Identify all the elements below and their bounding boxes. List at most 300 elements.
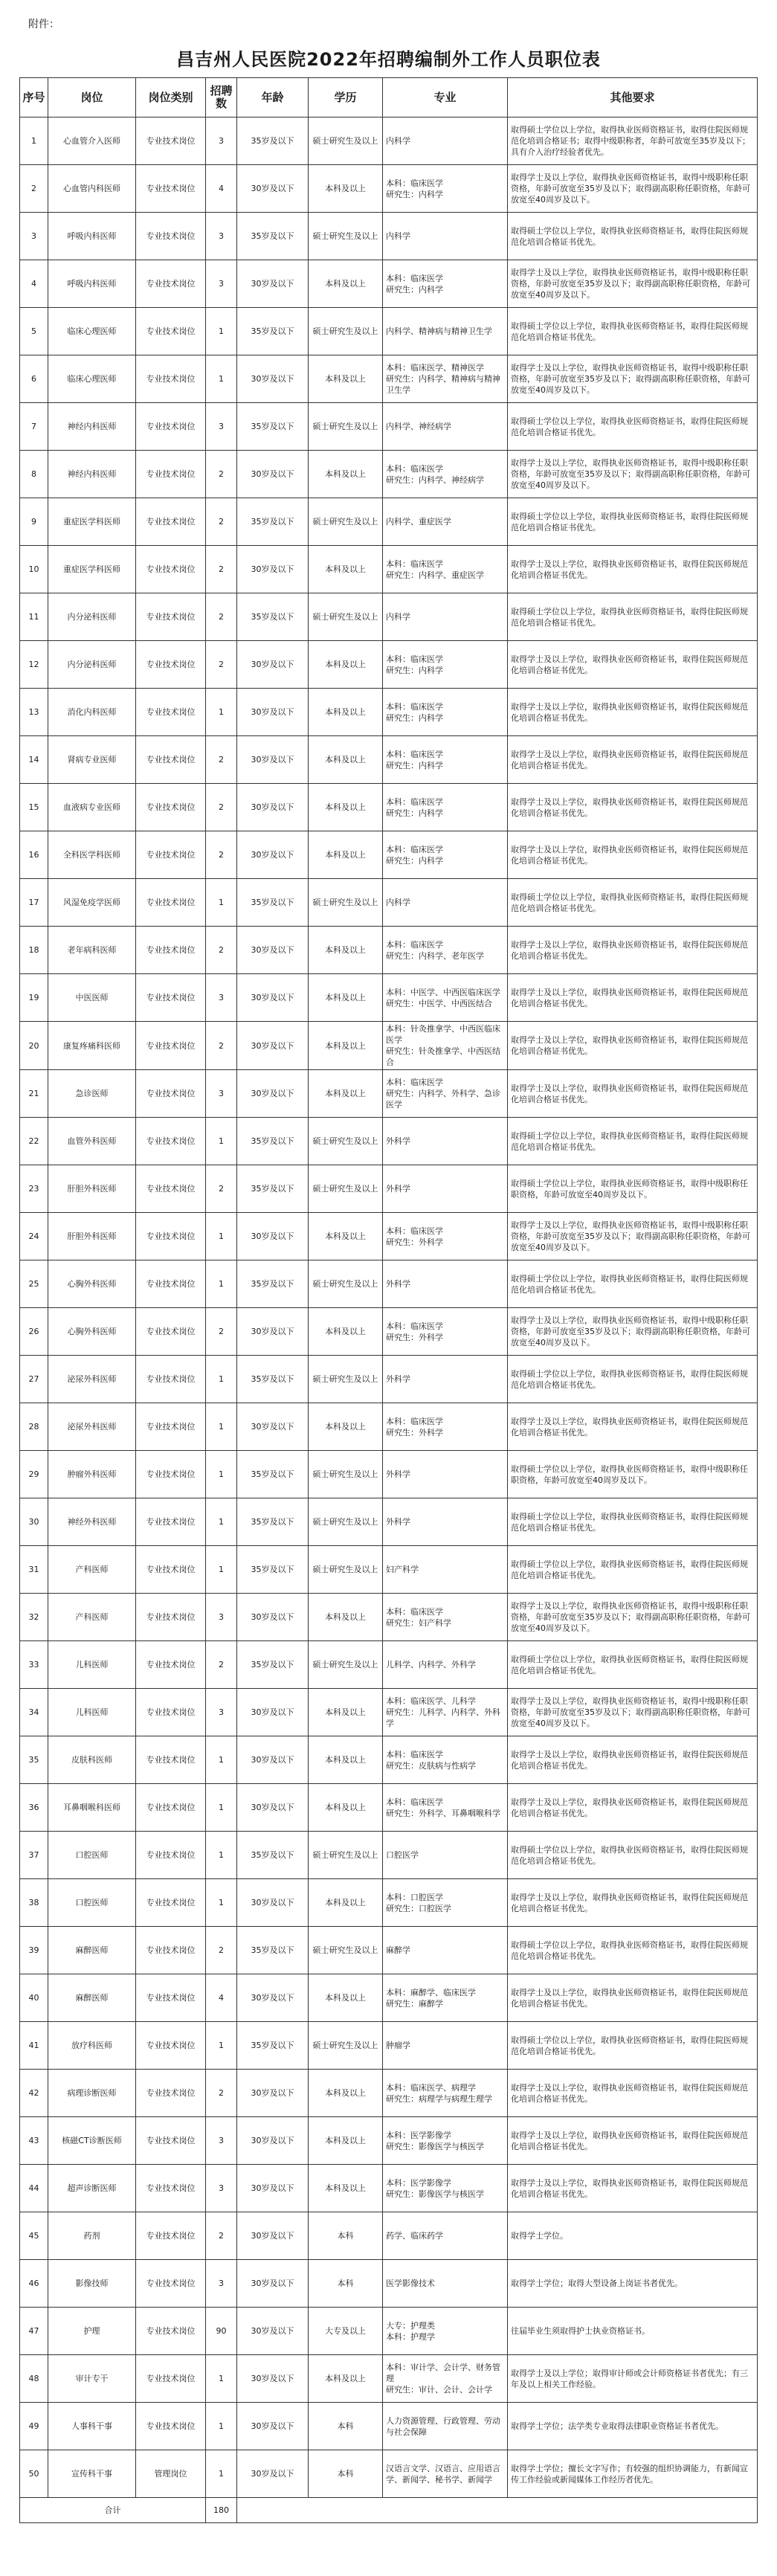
cell-major: 本科：审计学、会计学、财务管理 研究生：审计、会计、会计学 xyxy=(383,2355,508,2403)
table-row xyxy=(20,165,758,213)
cell-category: 专业技术岗位 xyxy=(136,451,206,498)
table-row xyxy=(20,403,758,451)
cell-index: 45 xyxy=(20,2212,48,2260)
cell-age: 30岁及以下 xyxy=(237,1689,309,1736)
cell-index: 18 xyxy=(20,927,48,974)
cell-age: 35岁及以下 xyxy=(237,1451,309,1498)
cell-age: 35岁及以下 xyxy=(237,1498,309,1546)
cell-education: 本科及以上 xyxy=(309,1736,383,1784)
cell-education: 本科及以上 xyxy=(309,736,383,784)
cell-requirements: 取得学士及以上学位，取得执业医师资格证书，取得住院医师规范化培训合格证书优先。 xyxy=(508,1736,758,1784)
cell-index: 47 xyxy=(20,2308,48,2355)
cell-index: 13 xyxy=(20,689,48,736)
cell-major: 妇产科学 xyxy=(383,1546,508,1594)
cell-category: 专业技术岗位 xyxy=(136,2165,206,2212)
cell-major: 本科：临床医学 研究生：外科学 xyxy=(383,1213,508,1260)
cell-requirements: 取得硕士学位以上学位，取得执业医师资格证书，取得住院医师规范化培训合格证书优先。 xyxy=(508,593,758,641)
cell-position: 口腔医师 xyxy=(48,1879,136,1927)
table-row xyxy=(20,784,758,831)
table-row xyxy=(20,1689,758,1736)
cell-education: 本科及以上 xyxy=(309,1308,383,1356)
cell-category: 专业技术岗位 xyxy=(136,1022,206,1070)
cell-education: 硕士研究生及以上 xyxy=(309,879,383,927)
cell-count: 3 xyxy=(206,2117,237,2165)
cell-requirements: 取得硕士学位以上学位，取得执业医师资格证书，取得住院医师规范化培训合格证书优先。 xyxy=(508,1832,758,1879)
cell-position: 心胸外科医师 xyxy=(48,1260,136,1308)
cell-age: 30岁及以下 xyxy=(237,2403,309,2450)
cell-index: 7 xyxy=(20,403,48,451)
cell-major: 本科：临床医学 研究生：内科学 xyxy=(383,689,508,736)
cell-age: 30岁及以下 xyxy=(237,2450,309,2498)
cell-count: 1 xyxy=(206,1403,237,1451)
cell-education: 本科及以上 xyxy=(309,689,383,736)
cell-major: 本科：口腔医学 研究生：口腔医学 xyxy=(383,1879,508,1927)
cell-position: 血液病专业医师 xyxy=(48,784,136,831)
cell-education: 本科及以上 xyxy=(309,831,383,879)
cell-age: 35岁及以下 xyxy=(237,1118,309,1165)
cell-count: 2 xyxy=(206,546,237,593)
cell-count: 90 xyxy=(206,2308,237,2355)
cell-count: 1 xyxy=(206,308,237,355)
cell-requirements: 取得学士及以上学位，取得执业医师资格证书，取得住院医师规范化培训合格证书优先。 xyxy=(508,1784,758,1832)
cell-requirements: 取得学士及以上学位；取得审计师或会计师资格证书者优先；有三年及以上相关工作经验。 xyxy=(508,2355,758,2403)
cell-count: 2 xyxy=(206,1022,237,1070)
cell-major: 本科：临床医学 研究生：内科学 xyxy=(383,165,508,213)
cell-count: 2 xyxy=(206,736,237,784)
cell-age: 30岁及以下 xyxy=(237,784,309,831)
table-row xyxy=(20,1736,758,1784)
cell-position: 呼吸内科医师 xyxy=(48,213,136,260)
cell-count: 3 xyxy=(206,1070,237,1118)
cell-index: 40 xyxy=(20,1974,48,2022)
cell-category: 专业技术岗位 xyxy=(136,498,206,546)
cell-education: 本科及以上 xyxy=(309,546,383,593)
cell-count: 1 xyxy=(206,1118,237,1165)
cell-position: 泌尿外科医师 xyxy=(48,1403,136,1451)
table-row xyxy=(20,2308,758,2355)
cell-position: 神经内科医师 xyxy=(48,451,136,498)
cell-position: 心血管内科医师 xyxy=(48,165,136,213)
cell-count: 1 xyxy=(206,1784,237,1832)
cell-count: 2 xyxy=(206,1927,237,1974)
cell-category: 专业技术岗位 xyxy=(136,1403,206,1451)
cell-major: 本科：麻醉学、临床医学 研究生：麻醉学 xyxy=(383,1974,508,2022)
cell-requirements: 取得学士及以上学位，取得执业医师资格证书，取得住院医师规范化培训合格证书优先。 xyxy=(508,546,758,593)
cell-position: 儿科医师 xyxy=(48,1641,136,1689)
cell-position: 心胸外科医师 xyxy=(48,1308,136,1356)
cell-position: 呼吸内科医师 xyxy=(48,260,136,308)
cell-category: 专业技术岗位 xyxy=(136,165,206,213)
cell-position: 风湿免疫学医师 xyxy=(48,879,136,927)
cell-requirements: 取得学士及以上学位，取得执业医师资格证书，取得中级职称任职资格，年龄可放宽至35岁及以下；取得副高职称任职资格，年龄可放宽至40周岁及以下。 xyxy=(508,451,758,498)
cell-position: 人事科干事 xyxy=(48,2403,136,2450)
cell-position: 影像技师 xyxy=(48,2260,136,2308)
cell-count: 3 xyxy=(206,260,237,308)
cell-index: 19 xyxy=(20,974,48,1022)
table-row xyxy=(20,1165,758,1213)
cell-education: 本科 xyxy=(309,2450,383,2498)
cell-age: 30岁及以下 xyxy=(237,2117,309,2165)
total-label: 合计 xyxy=(20,2498,206,2523)
cell-count: 1 xyxy=(206,2450,237,2498)
cell-requirements: 取得学士及以上学位，取得执业医师资格证书，取得住院医师规范化培训合格证书优先。 xyxy=(508,1403,758,1451)
cell-education: 硕士研究生及以上 xyxy=(309,498,383,546)
cell-count: 2 xyxy=(206,927,237,974)
cell-age: 35岁及以下 xyxy=(237,879,309,927)
cell-education: 本科及以上 xyxy=(309,355,383,403)
cell-count: 1 xyxy=(206,1260,237,1308)
cell-major: 本科：临床医学 研究生：外科学 xyxy=(383,1308,508,1356)
cell-requirements: 取得学士及以上学位，取得执业医师资格证书，取得中级职称任职资格，年龄可放宽至35岁及以下；取得副高职称任职资格，年龄可放宽至40周岁及以下。 xyxy=(508,1213,758,1260)
cell-category: 专业技术岗位 xyxy=(136,1308,206,1356)
cell-age: 30岁及以下 xyxy=(237,546,309,593)
cell-position: 麻醉医师 xyxy=(48,1927,136,1974)
cell-requirements: 取得硕士学位以上学位，取得执业医师资格证书，取得住院医师规范化培训合格证书优先。 xyxy=(508,308,758,355)
cell-age: 30岁及以下 xyxy=(237,641,309,689)
cell-major: 本科：临床医学 研究生：皮肤病与性病学 xyxy=(383,1736,508,1784)
cell-position: 口腔医师 xyxy=(48,1832,136,1879)
cell-major: 麻醉学 xyxy=(383,1927,508,1974)
cell-major: 本科：临床医学 研究生：内科学、老年医学 xyxy=(383,927,508,974)
cell-count: 1 xyxy=(206,1832,237,1879)
cell-category: 专业技术岗位 xyxy=(136,2212,206,2260)
cell-requirements: 取得学士及以上学位，取得执业医师资格证书，取得住院医师规范化培训合格证书优先。 xyxy=(508,736,758,784)
cell-education: 硕士研究生及以上 xyxy=(309,1451,383,1498)
cell-major: 本科：临床医学 研究生：内科学、外科学、急诊医学 xyxy=(383,1070,508,1118)
table-row xyxy=(20,1260,758,1308)
cell-education: 本科及以上 xyxy=(309,1403,383,1451)
table-row xyxy=(20,2070,758,2117)
cell-category: 专业技术岗位 xyxy=(136,1832,206,1879)
cell-age: 30岁及以下 xyxy=(237,736,309,784)
cell-age: 35岁及以下 xyxy=(237,1641,309,1689)
cell-index: 10 xyxy=(20,546,48,593)
header-major: 专业 xyxy=(383,78,508,117)
cell-major: 本科：临床医学、儿科学 研究生：儿科学、内科学、外科学 xyxy=(383,1689,508,1736)
cell-position: 全科医学科医师 xyxy=(48,831,136,879)
header-position: 岗位 xyxy=(48,78,136,117)
cell-position: 麻醉医师 xyxy=(48,1974,136,2022)
cell-education: 本科 xyxy=(309,2212,383,2260)
cell-category: 专业技术岗位 xyxy=(136,927,206,974)
cell-requirements: 取得学士学位；擅长文字写作；有较强的组织协调能力，有新闻宣传工作经验或新闻媒体工作经历者优先。 xyxy=(508,2450,758,2498)
cell-position: 肾病专业医师 xyxy=(48,736,136,784)
cell-education: 本科 xyxy=(309,2260,383,2308)
table-row xyxy=(20,1832,758,1879)
cell-count: 4 xyxy=(206,1974,237,2022)
cell-age: 30岁及以下 xyxy=(237,1022,309,1070)
cell-index: 9 xyxy=(20,498,48,546)
cell-count: 3 xyxy=(206,117,237,165)
header-age: 年龄 xyxy=(237,78,309,117)
cell-age: 35岁及以下 xyxy=(237,403,309,451)
cell-major: 外科学 xyxy=(383,1165,508,1213)
table-row xyxy=(20,498,758,546)
attachment-label: 附件： xyxy=(28,19,59,30)
cell-major: 本科：医学影像学 研究生：影像医学与核医学 xyxy=(383,2165,508,2212)
table-row xyxy=(20,2022,758,2070)
cell-education: 本科及以上 xyxy=(309,2117,383,2165)
table-row xyxy=(20,1974,758,2022)
cell-education: 硕士研究生及以上 xyxy=(309,2022,383,2070)
cell-position: 泌尿外科医师 xyxy=(48,1356,136,1403)
cell-category: 专业技术岗位 xyxy=(136,1784,206,1832)
cell-major: 本科：临床医学 研究生：内科学 xyxy=(383,260,508,308)
table-row xyxy=(20,689,758,736)
cell-requirements: 取得学士及以上学位，取得执业医师资格证书，取得中级职称任职资格，年龄可放宽至35岁及以下；取得副高职称任职资格，年龄可放宽至40周岁及以下。 xyxy=(508,165,758,213)
table-row xyxy=(20,1308,758,1356)
cell-position: 内分泌科医师 xyxy=(48,641,136,689)
cell-category: 专业技术岗位 xyxy=(136,784,206,831)
table-row xyxy=(20,1784,758,1832)
cell-position: 耳鼻咽喉科医师 xyxy=(48,1784,136,1832)
cell-index: 1 xyxy=(20,117,48,165)
cell-category: 专业技术岗位 xyxy=(136,2403,206,2450)
cell-index: 5 xyxy=(20,308,48,355)
cell-age: 30岁及以下 xyxy=(237,2355,309,2403)
cell-index: 37 xyxy=(20,1832,48,1879)
cell-position: 神经内科医师 xyxy=(48,403,136,451)
cell-major: 本科：临床医学 研究生：内科学 xyxy=(383,641,508,689)
cell-position: 临床心理医师 xyxy=(48,355,136,403)
cell-education: 硕士研究生及以上 xyxy=(309,1498,383,1546)
cell-age: 35岁及以下 xyxy=(237,308,309,355)
cell-position: 急诊医师 xyxy=(48,1070,136,1118)
table-row xyxy=(20,2212,758,2260)
cell-category: 专业技术岗位 xyxy=(136,2022,206,2070)
cell-requirements: 取得硕士学位以上学位，取得执业医师资格证书，取得住院医师规范化培训合格证书；取得中级职称者，年龄可放宽至35岁及以下；具有介入治疗经验者优先。 xyxy=(508,117,758,165)
cell-position: 重症医学科医师 xyxy=(48,546,136,593)
cell-category: 专业技术岗位 xyxy=(136,308,206,355)
cell-education: 本科 xyxy=(309,2403,383,2450)
cell-count: 1 xyxy=(206,2355,237,2403)
cell-requirements: 取得学士及以上学位，取得执业医师资格证书，取得住院医师规范化培训合格证书优先。 xyxy=(508,1879,758,1927)
cell-education: 硕士研究生及以上 xyxy=(309,593,383,641)
cell-requirements: 取得学士及以上学位，取得执业医师资格证书，取得住院医师规范化培训合格证书优先。 xyxy=(508,2165,758,2212)
cell-major: 本科：临床医学 研究生：外科学 xyxy=(383,1403,508,1451)
cell-count: 1 xyxy=(206,1451,237,1498)
cell-position: 中医医师 xyxy=(48,974,136,1022)
cell-major: 本科：针灸推拿学、中西医临床医学 研究生：针灸推拿学、中西医结合 xyxy=(383,1022,508,1070)
table-row xyxy=(20,831,758,879)
cell-major: 药学、临床药学 xyxy=(383,2212,508,2260)
cell-age: 30岁及以下 xyxy=(237,1403,309,1451)
cell-index: 17 xyxy=(20,879,48,927)
cell-requirements: 取得硕士学位以上学位，取得执业医师资格证书，取得住院医师规范化培训合格证书优先。 xyxy=(508,498,758,546)
table-row xyxy=(20,1451,758,1498)
table-row xyxy=(20,2165,758,2212)
cell-count: 1 xyxy=(206,1879,237,1927)
table-row xyxy=(20,1927,758,1974)
table-row xyxy=(20,451,758,498)
cell-category: 专业技术岗位 xyxy=(136,1213,206,1260)
table-header-row xyxy=(20,78,758,117)
cell-education: 硕士研究生及以上 xyxy=(309,1641,383,1689)
cell-count: 2 xyxy=(206,2212,237,2260)
cell-age: 30岁及以下 xyxy=(237,1736,309,1784)
cell-requirements: 取得学士及以上学位，取得执业医师资格证书，取得住院医师规范化培训合格证书优先。 xyxy=(508,831,758,879)
table-row xyxy=(20,1403,758,1451)
cell-age: 30岁及以下 xyxy=(237,1213,309,1260)
cell-category: 专业技术岗位 xyxy=(136,2308,206,2355)
table-row xyxy=(20,213,758,260)
cell-index: 26 xyxy=(20,1308,48,1356)
cell-index: 44 xyxy=(20,2165,48,2212)
table-row xyxy=(20,593,758,641)
cell-requirements: 取得硕士学位以上学位，取得执业医师资格证书，取得住院医师规范化培训合格证书优先。 xyxy=(508,1927,758,1974)
table-row xyxy=(20,1118,758,1165)
cell-count: 1 xyxy=(206,2403,237,2450)
cell-category: 专业技术岗位 xyxy=(136,1260,206,1308)
cell-age: 30岁及以下 xyxy=(237,2070,309,2117)
cell-education: 硕士研究生及以上 xyxy=(309,1546,383,1594)
cell-index: 16 xyxy=(20,831,48,879)
cell-age: 30岁及以下 xyxy=(237,974,309,1022)
cell-requirements: 取得硕士学位以上学位，取得执业医师资格证书，取得中级职称任职资格，年龄可放宽至40周岁及以下。 xyxy=(508,1451,758,1498)
cell-category: 专业技术岗位 xyxy=(136,260,206,308)
cell-count: 4 xyxy=(206,165,237,213)
cell-major: 本科：临床医学 研究生：内科学、神经病学 xyxy=(383,451,508,498)
cell-education: 硕士研究生及以上 xyxy=(309,403,383,451)
cell-age: 30岁及以下 xyxy=(237,451,309,498)
cell-index: 28 xyxy=(20,1403,48,1451)
table-row xyxy=(20,1022,758,1070)
cell-requirements: 取得硕士学位以上学位，取得执业医师资格证书，取得住院医师规范化培训合格证书优先。 xyxy=(508,1260,758,1308)
cell-education: 本科及以上 xyxy=(309,1022,383,1070)
cell-education: 本科及以上 xyxy=(309,1879,383,1927)
total-blank xyxy=(237,2498,758,2523)
cell-age: 30岁及以下 xyxy=(237,2212,309,2260)
cell-index: 23 xyxy=(20,1165,48,1213)
cell-major: 本科：临床医学、精神医学 研究生：内科学、精神病与精神卫生学 xyxy=(383,355,508,403)
cell-position: 肿瘤外科医师 xyxy=(48,1451,136,1498)
cell-major: 外科学 xyxy=(383,1356,508,1403)
cell-requirements: 取得学士及以上学位，取得执业医师资格证书，取得中级职称任职资格，年龄可放宽至35岁及以下；取得副高职称任职资格，年龄可放宽至40周岁及以下。 xyxy=(508,1594,758,1641)
cell-age: 35岁及以下 xyxy=(237,1927,309,1974)
cell-age: 30岁及以下 xyxy=(237,1594,309,1641)
cell-position: 康复疼痛科医师 xyxy=(48,1022,136,1070)
cell-age: 35岁及以下 xyxy=(237,213,309,260)
cell-position: 血管外科医师 xyxy=(48,1118,136,1165)
table-row xyxy=(20,1070,758,1118)
header-requirements: 其他要求 xyxy=(508,78,758,117)
cell-count: 2 xyxy=(206,1308,237,1356)
cell-index: 2 xyxy=(20,165,48,213)
cell-position: 肝胆外科医师 xyxy=(48,1165,136,1213)
cell-requirements: 取得学士及以上学位，取得执业医师资格证书，取得住院医师规范化培训合格证书优先。 xyxy=(508,2117,758,2165)
cell-index: 32 xyxy=(20,1594,48,1641)
table-row xyxy=(20,1546,758,1594)
cell-category: 专业技术岗位 xyxy=(136,546,206,593)
cell-count: 1 xyxy=(206,1736,237,1784)
cell-index: 6 xyxy=(20,355,48,403)
cell-count: 3 xyxy=(206,1594,237,1641)
cell-education: 大专及以上 xyxy=(309,2308,383,2355)
cell-age: 35岁及以下 xyxy=(237,1260,309,1308)
cell-count: 2 xyxy=(206,498,237,546)
cell-category: 专业技术岗位 xyxy=(136,2117,206,2165)
cell-major: 内科学 xyxy=(383,213,508,260)
cell-position: 皮肤科医师 xyxy=(48,1736,136,1784)
table-row xyxy=(20,927,758,974)
cell-position: 审计专干 xyxy=(48,2355,136,2403)
cell-education: 硕士研究生及以上 xyxy=(309,1260,383,1308)
cell-education: 本科及以上 xyxy=(309,1070,383,1118)
table-row xyxy=(20,355,758,403)
cell-age: 30岁及以下 xyxy=(237,1974,309,2022)
cell-index: 30 xyxy=(20,1498,48,1546)
cell-education: 本科及以上 xyxy=(309,451,383,498)
cell-category: 专业技术岗位 xyxy=(136,1879,206,1927)
table-row xyxy=(20,117,758,165)
cell-requirements: 取得硕士学位以上学位，取得执业医师资格证书，取得住院医师规范化培训合格证书优先。 xyxy=(508,2022,758,2070)
cell-education: 硕士研究生及以上 xyxy=(309,1927,383,1974)
table-row xyxy=(20,308,758,355)
cell-requirements: 取得学士及以上学位，取得执业医师资格证书，取得中级职称任职资格，年龄可放宽至35岁及以下；取得副高职称任职资格，年龄可放宽至40周岁及以下。 xyxy=(508,1689,758,1736)
cell-education: 本科及以上 xyxy=(309,1594,383,1641)
cell-requirements: 取得学士及以上学位，取得执业医师资格证书，取得住院医师规范化培训合格证书优先。 xyxy=(508,2070,758,2117)
cell-education: 本科及以上 xyxy=(309,974,383,1022)
cell-count: 1 xyxy=(206,1546,237,1594)
cell-count: 1 xyxy=(206,1213,237,1260)
cell-age: 30岁及以下 xyxy=(237,831,309,879)
cell-position: 肝胆外科医师 xyxy=(48,1213,136,1260)
cell-category: 专业技术岗位 xyxy=(136,1498,206,1546)
header-count: 招聘数 xyxy=(206,78,237,117)
page-title: 昌吉州人民医院2022年招聘编制外工作人员职位表 xyxy=(176,49,601,70)
cell-education: 本科及以上 xyxy=(309,1213,383,1260)
cell-count: 3 xyxy=(206,974,237,1022)
cell-count: 3 xyxy=(206,2260,237,2308)
cell-age: 30岁及以下 xyxy=(237,2260,309,2308)
cell-major: 内科学、神经病学 xyxy=(383,403,508,451)
cell-count: 2 xyxy=(206,831,237,879)
cell-age: 35岁及以下 xyxy=(237,498,309,546)
cell-index: 38 xyxy=(20,1879,48,1927)
cell-major: 外科学 xyxy=(383,1498,508,1546)
cell-requirements: 取得学士学位；取得大型设备上岗证书者优先。 xyxy=(508,2260,758,2308)
cell-index: 11 xyxy=(20,593,48,641)
cell-education: 硕士研究生及以上 xyxy=(309,117,383,165)
cell-age: 30岁及以下 xyxy=(237,355,309,403)
cell-position: 消化内科医师 xyxy=(48,689,136,736)
cell-education: 硕士研究生及以上 xyxy=(309,1165,383,1213)
cell-category: 专业技术岗位 xyxy=(136,2355,206,2403)
cell-category: 专业技术岗位 xyxy=(136,1689,206,1736)
cell-index: 48 xyxy=(20,2355,48,2403)
cell-major: 外科学 xyxy=(383,1118,508,1165)
cell-position: 产科医师 xyxy=(48,1546,136,1594)
cell-category: 专业技术岗位 xyxy=(136,1927,206,1974)
cell-category: 专业技术岗位 xyxy=(136,2260,206,2308)
cell-education: 硕士研究生及以上 xyxy=(309,213,383,260)
cell-major: 外科学 xyxy=(383,1260,508,1308)
total-row xyxy=(20,2498,758,2523)
table-row xyxy=(20,641,758,689)
cell-category: 专业技术岗位 xyxy=(136,1641,206,1689)
cell-category: 专业技术岗位 xyxy=(136,736,206,784)
header-category: 岗位类别 xyxy=(136,78,206,117)
cell-age: 35岁及以下 xyxy=(237,1546,309,1594)
cell-count: 2 xyxy=(206,593,237,641)
cell-requirements: 取得学士及以上学位，取得执业医师资格证书，取得住院医师规范化培训合格证书优先。 xyxy=(508,784,758,831)
cell-requirements: 往届毕业生须取得护士执业资格证书。 xyxy=(508,2308,758,2355)
cell-category: 专业技术岗位 xyxy=(136,1974,206,2022)
cell-index: 4 xyxy=(20,260,48,308)
cell-category: 专业技术岗位 xyxy=(136,689,206,736)
cell-age: 30岁及以下 xyxy=(237,1308,309,1356)
cell-education: 本科及以上 xyxy=(309,1689,383,1736)
